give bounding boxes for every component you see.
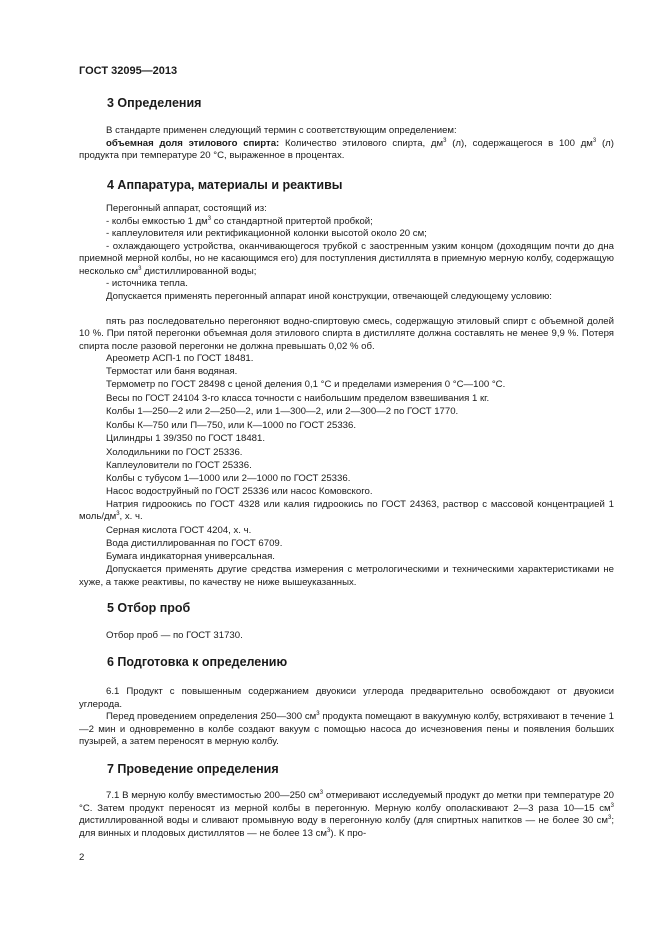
section-6-p2: Перед проведением определения 250—300 $см^3$ продукта помещают в вакуумную колбу, встряхивают в течение 1—2 мин и одновременно в колбе создают вакуум с помощью насоса до исчезновения пены и появления больших пузырей, а затем переносят в мерную колбу.	[79, 710, 614, 747]
section-4-p13: Колбы К—750 или П—750, или К—1000 по ГОСТ 25336.	[106, 420, 356, 431]
section-4-p10: Термометр по ГОСТ 28498 с ценой деления 0,1 °С и пределами измерения 0 °С—100 °С.	[106, 379, 506, 390]
section-6-heading: 6 Подготовка к определению	[107, 655, 288, 669]
page-number: 2	[79, 852, 85, 863]
document-header: ГОСТ 32095—2013	[79, 65, 178, 77]
section-4-p21: Вода дистиллированная по ГОСТ 6709.	[106, 538, 283, 549]
section-4-p3: - каплеуловителя или ректификационной колонки высотой около 20 см;	[106, 228, 427, 239]
section-4-p14: Цилиндры 1 39/350 по ГОСТ 18481.	[106, 433, 266, 444]
section-4-p9: Термостат или баня водяная.	[106, 365, 238, 377]
section-3-intro: В стандарте применен следующий термин с соответствующим определением:	[106, 125, 457, 136]
section-3-heading: 3 Определения	[107, 96, 202, 110]
section-4-p11: Весы по ГОСТ 24104 3-го класса точности с наибольшим пределом взвешивания 1 кг.	[106, 393, 490, 404]
section-4-p4: - охлаждающего устройства, оканчивающегося трубкой с заостренным узким концом (доходящим почти до дна приемной мерной колбы, но не касающимся его) для поступления дистиллята в приемную мерную колбу, содержащую несколько $см^3$ дистиллированной воды;	[79, 240, 614, 277]
section-4-p15: Холодильники по ГОСТ 25336.	[106, 446, 243, 458]
term: объемная доля этилового спирта:	[106, 137, 280, 149]
section-4-p2: - колбы емкостью 1 $дм^3$ со стандартной притертой пробкой;	[106, 215, 373, 227]
section-4-p8: Ареометр АСП-1 по ГОСТ 18481.	[106, 353, 254, 364]
section-4-p22: Бумага индикаторная универсальная.	[106, 551, 275, 562]
section-4-p16: Каплеуловители по ГОСТ 25336.	[106, 459, 252, 471]
section-4-p19: Натрия гидроокись по ГОСТ 4328 или калия гидроокись по ГОСТ 24363, раствор с массовой концентрацией 1 моль/$дм^3$, х. ч.	[79, 498, 614, 522]
section-6-p1: 6.1 Продукт с повышенным содержанием двуокиси углерода предварительно освобождают от двуокиси углерода.	[79, 686, 614, 710]
section-4-p23: Допускается применять другие средства измерения с метрологическими и техническими характеристиками не хуже, а также реактивы, по качеству не ниже вышеуказанных.	[79, 564, 614, 588]
section-4-p1: Перегонный аппарат, состоящий из:	[106, 203, 267, 214]
section-4-p6: Допускается применять перегонный аппарат иной конструкции, отвечающей следующему условию:	[106, 290, 552, 302]
section-4-heading: 4 Аппаратура, материалы и реактивы	[107, 178, 343, 192]
section-7-heading: 7 Проведение определения	[107, 762, 279, 776]
section-5-p1: Отбор проб — по ГОСТ 31730.	[106, 630, 243, 641]
section-4-p17: Колбы с тубусом 1—1000 или 2—1000 по ГОСТ 25336.	[106, 472, 351, 484]
section-4-p5: - источника тепла.	[106, 278, 188, 289]
section-7-p1: 7.1 В мерную колбу вместимостью 200—250 $см^3$ отмеривают исследуемый продукт до метки при температуре 20 °С. Затем продукт переносят из мерной колбы в перегонную. Мерную колбу ополаскивают 2—3 раза 10—15 $см^3$ дистиллированной воды и сливают промывную воду в перегонную колбу (для спиртных напитков — не более 30 $см^3$; для винных и плодовых дистиллятов — не более 13 $см^3$). К про-	[79, 789, 614, 839]
section-4-p12: Колбы 1—250—2 или 2—250—2, или 1—300—2, или 2—300—2 по ГОСТ 1770.	[106, 406, 459, 417]
section-4-p18: Насос водоструйный по ГОСТ 25336 или насос Комовского.	[106, 485, 373, 497]
section-4-p20: Серная кислота ГОСТ 4204, х. ч.	[106, 525, 252, 536]
section-4-p7: пять раз последовательно перегоняют водно-спиртовую смесь, содержащую этиловый спирт с объемной долей 10 %. При пятой перегонки объемная доля этилового спирта в дистилляте должна составлять не менее 9,9 %. Потеря спирта после разовой перегонки не должна превышать 0,02 % об.	[79, 315, 614, 352]
section-3-definition: объемная доля этилового спирта: Количество этилового спирта, $дм^3$ (л), содержащегося в 100 $дм^3$ (л) продукта при температуре 20 °С, выраженное в процентах.	[79, 137, 614, 161]
section-5-heading: 5 Отбор проб	[107, 601, 191, 615]
